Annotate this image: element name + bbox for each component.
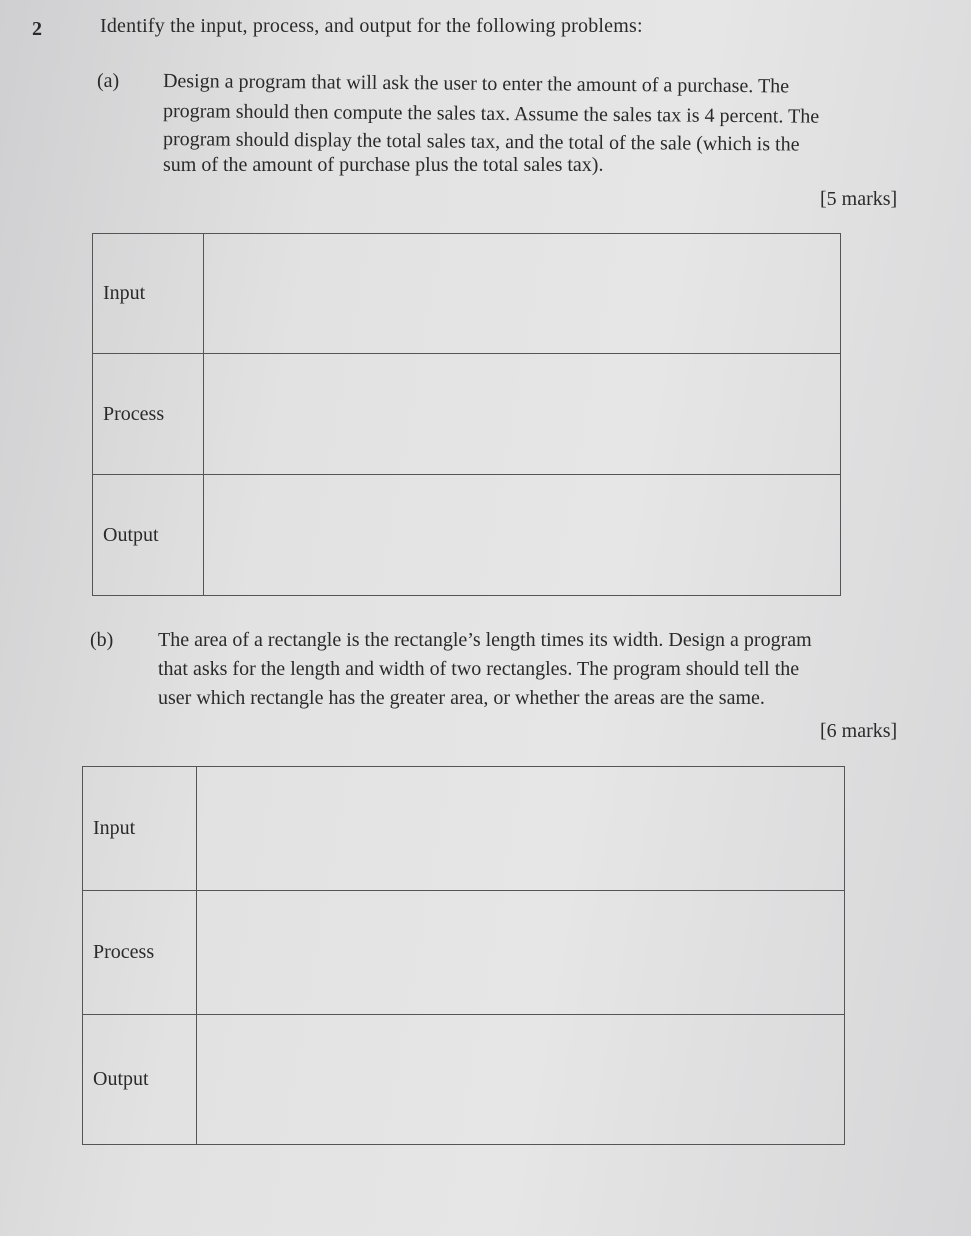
part-b-line: user which rectangle has the greater area, or whether the areas are the same.	[158, 687, 765, 709]
row-label-process: Process	[83, 891, 197, 1015]
question-heading: Identify the input, process, and output for the following problems:	[100, 15, 643, 37]
input-answer-cell[interactable]	[204, 234, 841, 354]
input-answer-cell[interactable]	[197, 767, 845, 891]
part-a-line: Design a program that will ask the user to enter the amount of a purchase. The	[162, 70, 790, 98]
output-answer-cell[interactable]	[204, 475, 841, 596]
row-label-output: Output	[83, 1015, 197, 1145]
part-b-marks: [6 marks]	[820, 720, 898, 742]
part-b-line: The area of a rectangle is the rectangle’s length times its width. Design a program	[158, 629, 812, 651]
question-number: 2	[32, 18, 42, 40]
output-answer-cell[interactable]	[197, 1015, 845, 1145]
process-answer-cell[interactable]	[204, 354, 841, 475]
process-answer-cell[interactable]	[197, 891, 845, 1015]
part-b-answer-table	[82, 766, 845, 1145]
part-a-answer-table	[92, 233, 841, 596]
part-b-label: (b)	[90, 629, 114, 651]
row-label-output: Output	[93, 475, 204, 596]
row-label-input: Input	[93, 234, 204, 354]
row-label-process: Process	[93, 354, 204, 475]
row-label-input: Input	[83, 767, 197, 891]
part-a-line: program should display the total sales tax, and the total of the sale (which is the	[162, 128, 800, 156]
part-a-line: program should then compute the sales tax. Assume the sales tax is 4 percent. The	[162, 100, 820, 128]
part-a-label: (a)	[97, 70, 120, 92]
part-b-line: that asks for the length and width of two rectangles. The program should tell the	[158, 658, 800, 680]
part-a-line: sum of the amount of purchase plus the total sales tax).	[163, 154, 604, 176]
part-a-marks: [5 marks]	[820, 188, 898, 210]
